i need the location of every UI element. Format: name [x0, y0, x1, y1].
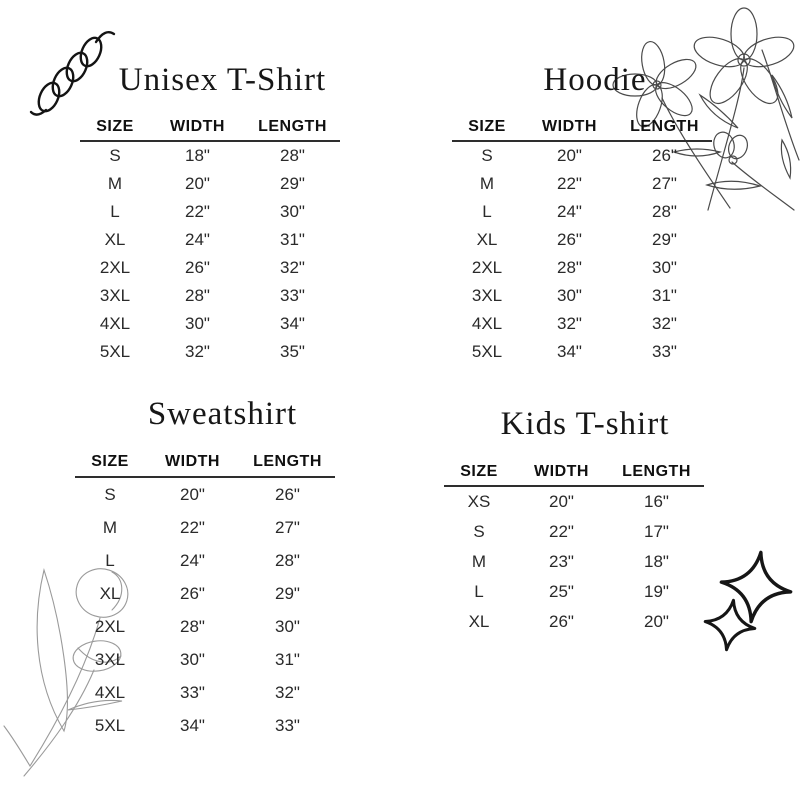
table-cell: 22" — [549, 522, 574, 541]
column-header: WIDTH — [170, 118, 225, 135]
table-cell: 19" — [644, 582, 669, 601]
column-header: LENGTH — [630, 118, 699, 135]
table-cell: S — [109, 146, 121, 165]
table-row — [452, 254, 712, 282]
column-header: SIZE — [468, 118, 506, 135]
sweatshirt-title: Sweatshirt — [147, 396, 298, 432]
column-header: LENGTH — [258, 118, 327, 135]
table-cell: S — [104, 484, 116, 504]
table-cell: 34" — [180, 715, 205, 735]
table-row — [80, 338, 340, 366]
table-cell: 28" — [280, 146, 305, 165]
table-row — [75, 577, 335, 610]
table-cell: 34" — [280, 314, 305, 333]
table-cell: 32" — [557, 314, 582, 333]
table-cell: 32" — [275, 682, 300, 702]
table-row — [75, 610, 335, 643]
table-cell: 30" — [185, 314, 210, 333]
column-header: LENGTH — [622, 462, 691, 480]
table-cell: 31" — [652, 286, 677, 305]
table-cell: 4XL — [99, 314, 131, 333]
table-cell: 23" — [549, 552, 574, 571]
table-cell: 27" — [275, 517, 300, 537]
table-cell: 20" — [644, 612, 669, 631]
table-cell: 33" — [280, 286, 305, 305]
table-cell: 27" — [652, 174, 677, 193]
table-cell: 5XL — [99, 342, 131, 361]
table-cell: 26" — [652, 146, 677, 165]
table-cell: 25" — [549, 582, 574, 601]
sparkle-stars-icon — [692, 545, 797, 660]
table-row — [444, 547, 704, 577]
table-row — [452, 282, 712, 310]
kids-tshirt-title: Kids T-shirt — [500, 406, 670, 442]
table-row — [75, 676, 335, 709]
table-cell: 22" — [185, 202, 210, 221]
table-cell: 22" — [180, 517, 205, 537]
table-cell: 24" — [180, 550, 205, 570]
table-cell: 29" — [280, 174, 305, 193]
table-cell: 18" — [185, 146, 210, 165]
sweatshirt-header-row — [75, 447, 335, 478]
table-row — [75, 511, 335, 544]
kids-tshirt-table — [444, 458, 704, 637]
table-cell: 30" — [180, 649, 205, 669]
table-cell: 33" — [275, 715, 300, 735]
table-cell: 3XL — [99, 286, 131, 305]
table-cell: M — [471, 552, 487, 571]
table-cell: 30" — [275, 616, 300, 636]
table-cell: 32" — [280, 258, 305, 277]
table-cell: XS — [467, 492, 491, 511]
table-cell: 28" — [180, 616, 205, 636]
table-cell: 20" — [185, 174, 210, 193]
table-row — [444, 577, 704, 607]
table-row — [80, 310, 340, 338]
table-cell: 29" — [275, 583, 300, 603]
table-cell: 4XL — [471, 314, 503, 333]
table-cell: 4XL — [94, 682, 126, 702]
hoodie-header-row — [452, 114, 712, 142]
table-row — [444, 487, 704, 517]
column-header: LENGTH — [253, 452, 322, 470]
table-cell: 24" — [185, 230, 210, 249]
table-row — [452, 310, 712, 338]
unisex-tshirt-table — [80, 114, 340, 366]
column-header: SIZE — [96, 118, 134, 135]
column-header: WIDTH — [165, 452, 220, 470]
table-cell: 31" — [275, 649, 300, 669]
table-row — [80, 142, 340, 170]
table-cell: 31" — [280, 230, 305, 249]
table-cell: 2XL — [99, 258, 131, 277]
table-cell: 5XL — [471, 342, 503, 361]
table-cell: 20" — [549, 492, 574, 511]
table-row — [452, 170, 712, 198]
table-cell: XL — [476, 230, 498, 249]
table-cell: 22" — [557, 174, 582, 193]
table-cell: S — [481, 146, 493, 165]
table-row — [444, 517, 704, 547]
table-cell: 28" — [185, 286, 210, 305]
table-row — [80, 170, 340, 198]
table-cell: S — [473, 522, 485, 541]
table-cell: 32" — [652, 314, 677, 333]
table-cell: M — [107, 174, 123, 193]
table-row — [75, 709, 335, 742]
column-header: WIDTH — [534, 462, 589, 480]
unisex-tshirt-title: Unisex T-Shirt — [118, 62, 327, 98]
hoodie-title: Hoodie — [543, 62, 647, 98]
table-row — [444, 607, 704, 637]
table-row — [75, 643, 335, 676]
table-cell: XL — [468, 612, 490, 631]
table-cell: 35" — [280, 342, 305, 361]
table-row — [75, 544, 335, 577]
sweatshirt-table — [75, 447, 335, 742]
unisex-tshirt-header-row — [80, 114, 340, 142]
table-cell: 26" — [275, 484, 300, 504]
table-cell: M — [102, 517, 118, 537]
table-cell: 28" — [652, 202, 677, 221]
table-row — [80, 254, 340, 282]
table-cell: 26" — [180, 583, 205, 603]
table-cell: 20" — [180, 484, 205, 504]
table-cell: 5XL — [94, 715, 126, 735]
table-cell: 29" — [652, 230, 677, 249]
table-cell: 32" — [185, 342, 210, 361]
table-row — [452, 338, 712, 366]
table-cell: L — [482, 202, 492, 221]
table-cell: 2XL — [94, 616, 126, 636]
table-cell: 2XL — [471, 258, 503, 277]
hoodie-table — [452, 114, 712, 366]
table-cell: 28" — [275, 550, 300, 570]
table-cell: 24" — [557, 202, 582, 221]
table-cell: 34" — [557, 342, 582, 361]
table-cell: 16" — [644, 492, 669, 511]
table-cell: 30" — [280, 202, 305, 221]
table-cell: 18" — [644, 552, 669, 571]
table-row — [452, 198, 712, 226]
kids-tshirt-header-row — [444, 458, 704, 487]
table-row — [75, 478, 335, 511]
table-cell: 26" — [557, 230, 582, 249]
table-cell: 30" — [557, 286, 582, 305]
table-cell: 26" — [549, 612, 574, 631]
table-row — [452, 142, 712, 170]
table-cell: XL — [99, 583, 121, 603]
table-cell: 28" — [557, 258, 582, 277]
table-cell: L — [110, 202, 120, 221]
column-header: SIZE — [91, 452, 129, 470]
table-cell: 26" — [185, 258, 210, 277]
table-cell: 33" — [652, 342, 677, 361]
table-row — [80, 282, 340, 310]
table-cell: 30" — [652, 258, 677, 277]
table-row — [80, 198, 340, 226]
table-cell: 3XL — [471, 286, 503, 305]
table-row — [80, 226, 340, 254]
table-cell: 3XL — [94, 649, 126, 669]
table-row — [452, 226, 712, 254]
table-cell: 17" — [644, 522, 669, 541]
table-cell: XL — [104, 230, 126, 249]
table-cell: M — [479, 174, 495, 193]
table-cell: 33" — [180, 682, 205, 702]
table-cell: 20" — [557, 146, 582, 165]
table-cell: L — [474, 582, 484, 601]
column-header: WIDTH — [542, 118, 597, 135]
table-cell: L — [105, 550, 115, 570]
column-header: SIZE — [460, 462, 498, 480]
